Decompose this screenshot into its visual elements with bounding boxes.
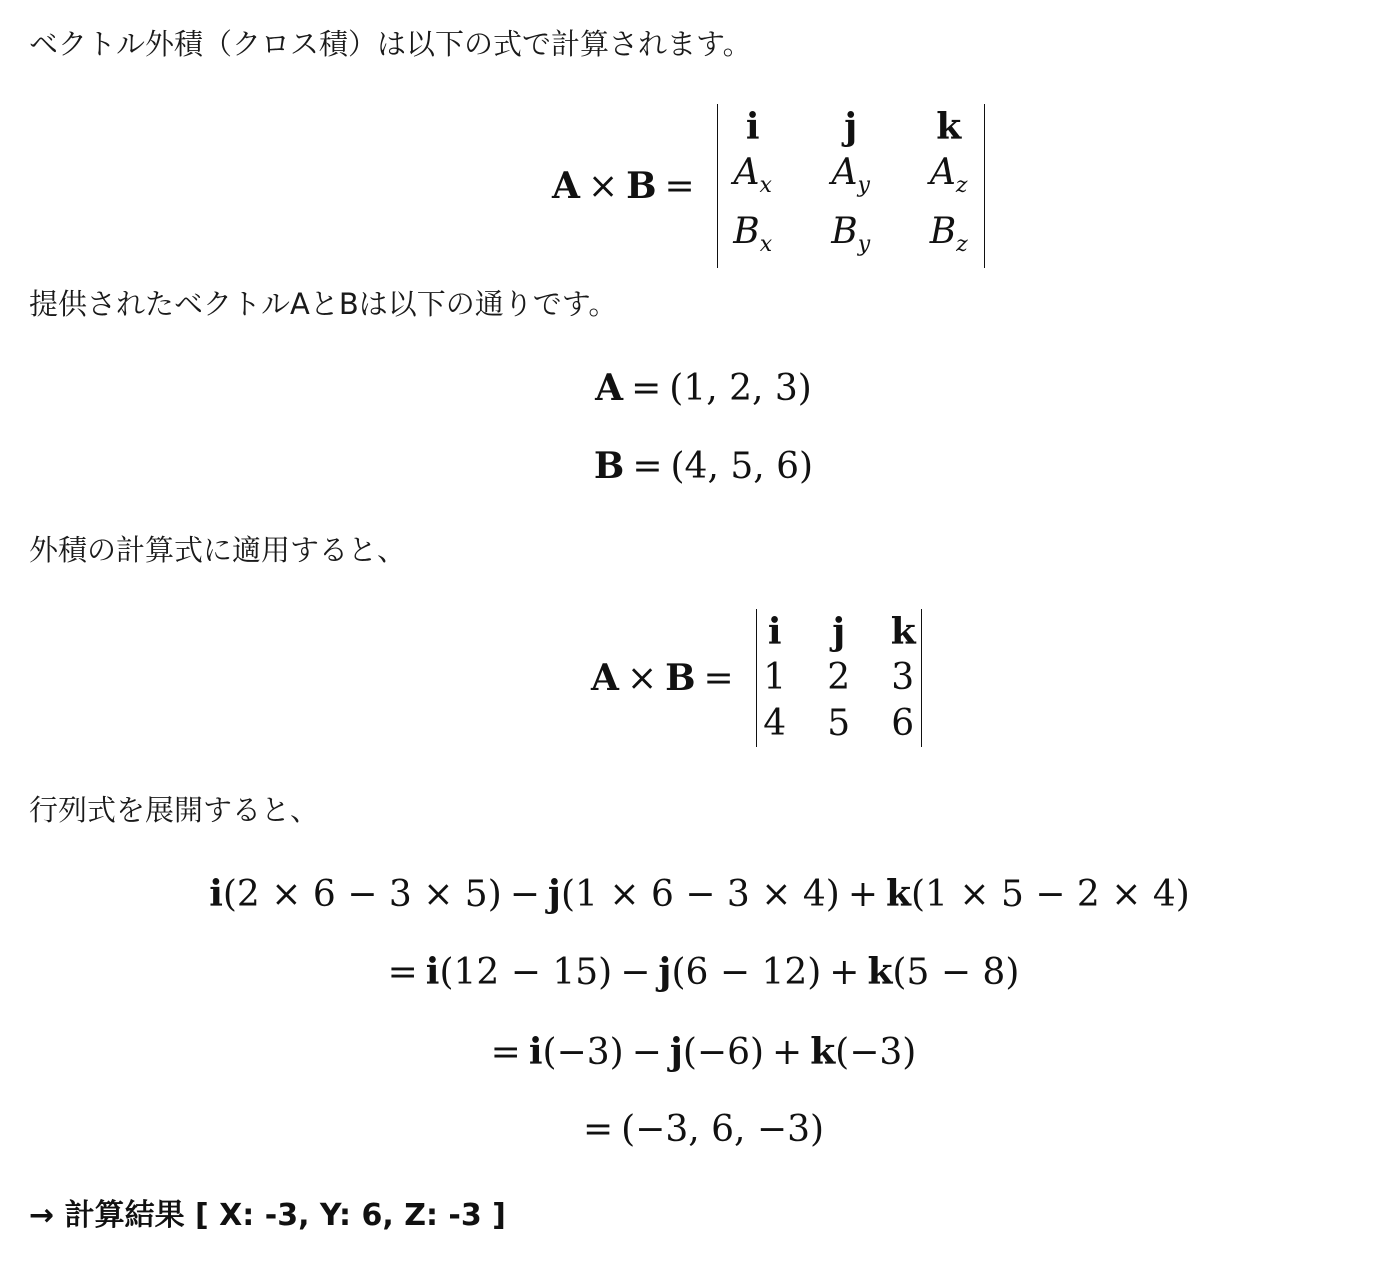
applied-determinant	[756, 609, 922, 747]
expansion-line-4: = (−3, 6, −3)	[582, 1109, 825, 1150]
applied-cell-b2: 5	[827, 703, 851, 744]
matrix-cell-ay: $A_y$	[831, 152, 870, 198]
calculation-result: → 計算結果 [ X: -3, Y: 6, Z: -3 ]	[29, 1198, 506, 1233]
matrix-cell-by: $B_y$	[831, 211, 871, 257]
general-determinant	[717, 104, 985, 268]
matrix-cell-ax: $A_x$	[733, 152, 772, 198]
matrix-cell-bx: $B_x$	[733, 211, 773, 257]
applied-cell-j: j	[832, 611, 846, 653]
vector-a-equation: A = (1, 2, 3)	[595, 367, 812, 409]
applied-cell-k: k	[890, 611, 916, 653]
expansion-line-1: i(2 × 6 − 3 × 5) − j(1 × 6 − 3 × 4) + k(1 × 5 − 2 × 4)	[209, 873, 1190, 915]
given-vectors-paragraph: 提供されたベクトルAとBは以下の通りです。	[29, 287, 618, 321]
matrix-cell-i: i	[745, 106, 760, 148]
applied-cell-i: i	[767, 611, 782, 653]
equals-symbol: =	[664, 166, 695, 207]
expansion-line-2: = i(12 − 15) − j(6 − 12) + k(5 − 8)	[387, 951, 1020, 993]
matrix-cell-k: k	[936, 106, 962, 148]
matrix-cell-bz: $B_z$	[929, 211, 968, 257]
matrix-cell-az: $A_z$	[929, 152, 968, 198]
formula-lhs	[552, 165, 703, 207]
cross-product-formula	[552, 104, 985, 268]
applied-cell-b3: 6	[891, 703, 915, 744]
intro-paragraph: ベクトル外積（クロス積）は以下の式で計算されます。	[29, 27, 752, 61]
times-symbol: ×	[587, 166, 619, 207]
vector-b-equation: B = (4, 5, 6)	[593, 445, 814, 487]
apply-paragraph: 外積の計算式に適用すると、	[29, 533, 407, 567]
expansion-line-3: = i(−3) − j(−6) + k(−3)	[490, 1031, 917, 1073]
applied-cell-a2: 2	[827, 657, 851, 698]
applied-formula-lhs: A × B =	[591, 657, 734, 699]
vector-a-symbol: A	[552, 165, 580, 207]
applied-cell-a3: 3	[891, 657, 915, 698]
expand-paragraph: 行列式を展開すると、	[29, 793, 320, 827]
matrix-cell-j: j	[844, 106, 858, 148]
applied-formula	[591, 609, 922, 747]
applied-cell-b1: 4	[763, 703, 787, 744]
applied-cell-a1: 1	[763, 657, 787, 698]
vector-b-symbol: B	[626, 165, 657, 207]
